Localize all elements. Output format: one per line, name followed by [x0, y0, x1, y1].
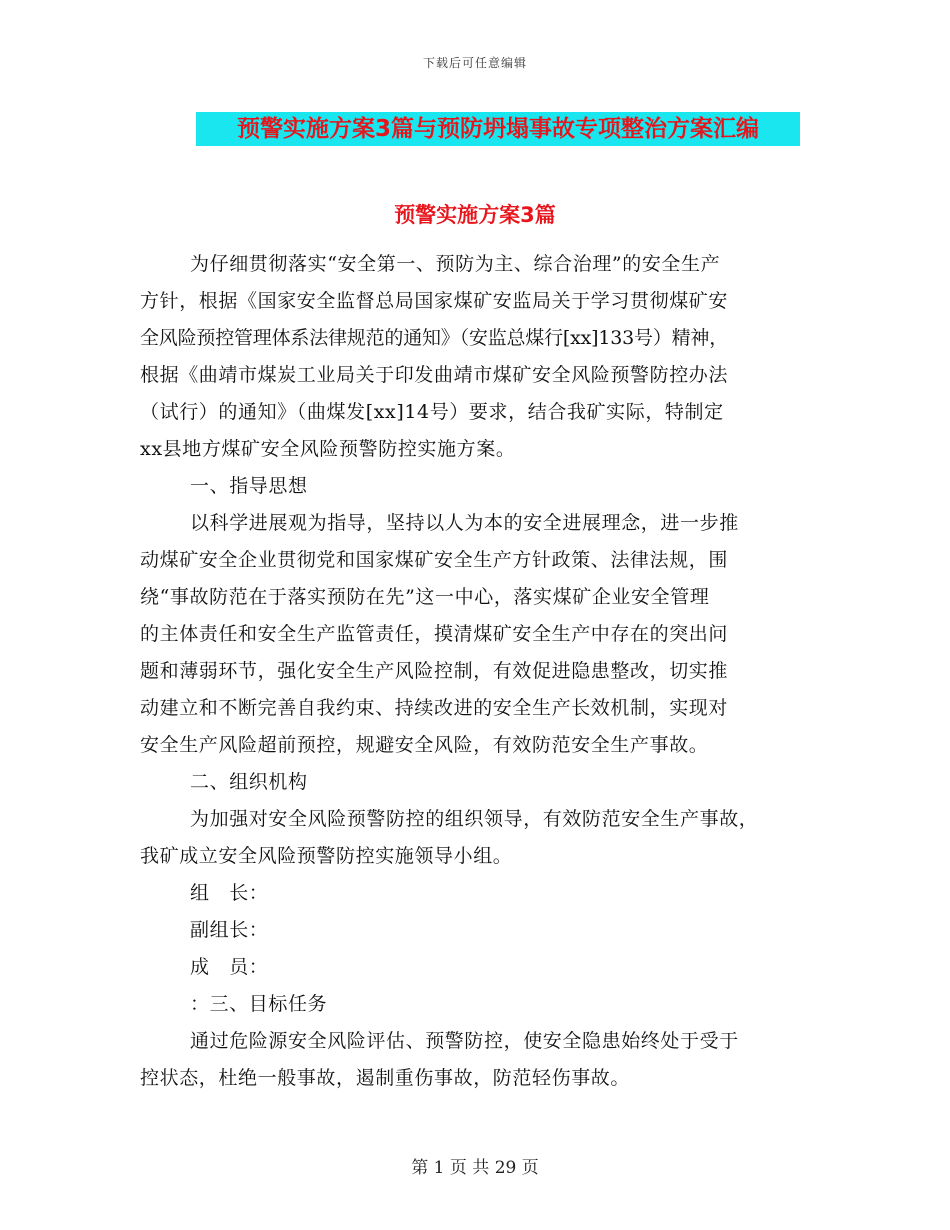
heading-objectives: ：三、目标任务 [190, 993, 328, 1015]
paragraph-line: 绕“事故防范在于落实预防在先”这一中心，落实煤矿企业安全管理 [140, 586, 710, 608]
main-title: 预警实施方案3篇与预防坍塌事故专项整治方案汇编 [236, 116, 759, 142]
heading-organization: 二、组织机构 [190, 771, 308, 793]
deputy-leader-label: 副组长： [190, 919, 269, 941]
document-body [140, 246, 800, 1097]
page-header-note: 下载后可任意编辑 [422, 56, 527, 70]
paragraph-line: 全风险预控管理体系法律规范的通知》（安监总煤行[xx]133号）精神， [140, 327, 729, 349]
paragraph-line: 动煤矿安全企业贯彻党和国家煤矿安全生产方针政策、法律法规，围 [140, 549, 729, 571]
paragraph-line: （试行）的通知》（曲煤发[xx]14号）要求，结合我矿实际，特制定 [140, 401, 724, 423]
main-title-highlight [196, 112, 800, 146]
paragraph-line: 题和薄弱环节，强化安全生产风险控制，有效促进隐患整改，切实推 [140, 660, 729, 682]
paragraph-line: 安全生产风险超前预控，规避安全风险，有效防范安全生产事故。 [140, 734, 709, 756]
paragraph-line: 方针，根据《国家安全监督总局国家煤矿安监局关于学习贯彻煤矿安 [140, 290, 729, 312]
paragraph-line: 控状态，杜绝一般事故，遏制重伤事故，防范轻伤事故。 [140, 1067, 631, 1089]
heading-guiding-ideology: 一、指导思想 [190, 475, 308, 497]
page-number: 第 1 页 共 29 页 [411, 1158, 539, 1178]
team-leader-label: 组 长： [190, 882, 269, 904]
paragraph-line: 通过危险源安全风险评估、预警防控，使安全隐患始终处于受于 [190, 1030, 739, 1052]
members-label: 成 员： [190, 956, 269, 978]
paragraph-line: xx县地方煤矿安全风险预警防控实施方案。 [140, 438, 516, 460]
section-title: 预警实施方案3篇 [394, 203, 556, 227]
paragraph-line: 为仔细贯彻落实“安全第一、预防为主、综合治理”的安全生产 [190, 253, 721, 275]
paragraph-line: 为加强对安全风险预警防控的组织领导，有效防范安全生产事故， [190, 808, 759, 830]
paragraph-line: 以科学进展观为指导，坚持以人为本的安全进展理念，进一步推 [190, 512, 739, 534]
paragraph-line: 动建立和不断完善自我约束、持续改进的安全生产长效机制，实现对 [140, 697, 729, 719]
paragraph-line: 的主体责任和安全生产监管责任，摸清煤矿安全生产中存在的突出问 [140, 623, 729, 645]
paragraph-line: 根据《曲靖市煤炭工业局关于印发曲靖市煤矿安全风险预警防控办法 [140, 364, 729, 386]
paragraph-line: 我矿成立安全风险预警防控实施领导小组。 [140, 845, 513, 867]
